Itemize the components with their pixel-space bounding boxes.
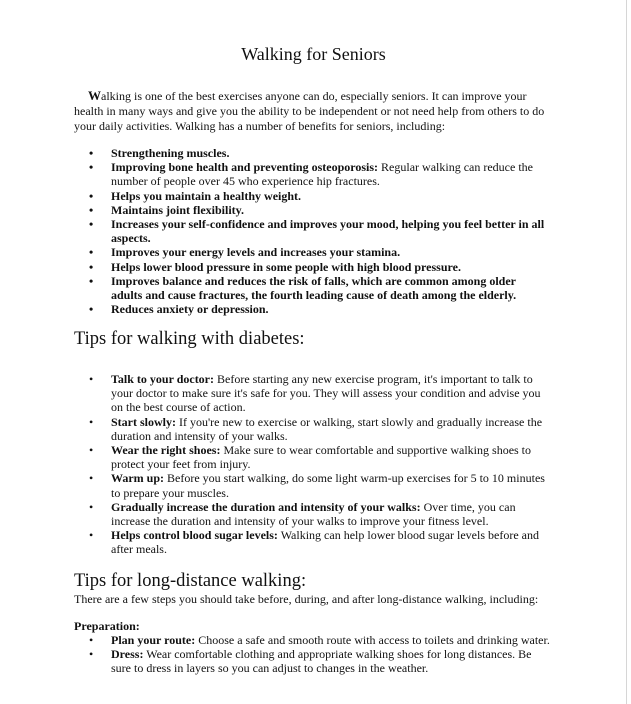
list-item	[74, 443, 550, 471]
list-item	[74, 160, 550, 188]
long-distance-intro: There are a few steps you should take before, during, and after long-distance walking, including:	[74, 592, 539, 606]
bullet-icon: •	[89, 647, 94, 662]
document-title: Walking for Seniors	[241, 44, 386, 64]
benefit-bold: Strengthening muscles.	[111, 146, 230, 160]
intro-paragraph	[74, 88, 546, 134]
prep-bold: Dress:	[111, 647, 144, 662]
tip-text: Make sure to wear comfortable and supportive walking shoes to protect your feet from injury.	[111, 443, 532, 472]
diabetes-tips-list	[74, 372, 550, 557]
bullet-icon: •	[89, 372, 94, 386]
benefit-bold: Helps lower blood pressure in some people with high blood pressure.	[111, 259, 461, 274]
bullet-icon: •	[89, 259, 94, 274]
list-item	[74, 203, 550, 217]
list-item	[74, 146, 550, 160]
list-item	[74, 372, 550, 415]
benefit-bold: Increases your self-confidence and improves your mood, helping you feel better in all aspects.	[111, 217, 545, 246]
bullet-icon: •	[89, 146, 94, 160]
benefit-bold: Improves your energy levels and increases your stamina.	[111, 245, 401, 260]
tip-bold: Warm up:	[111, 471, 165, 486]
bullet-icon: •	[89, 302, 94, 317]
benefit-bold: Improves balance and reduces the risk of falls, which are common among older adults and cause fractures, the fourth leading cause of death among the elderly.	[111, 273, 517, 303]
tip-text: Before starting any new exercise program, it's important to talk to your doctor to make sure it's safe for you. They will assess your condition and advise you on the best course of action.	[111, 372, 541, 415]
preparation-list	[74, 633, 550, 676]
bullet-icon: •	[89, 202, 94, 217]
tip-text: If you're new to exercise or walking, start slowly and gradually increase the duration and intensity of your walks.	[111, 414, 543, 443]
list-item	[74, 471, 550, 499]
bullet-icon: •	[89, 245, 94, 260]
bullet-icon: •	[89, 273, 94, 288]
tip-text: Walking can help lower blood sugar levels before and after meals.	[111, 528, 539, 557]
bullet-icon: •	[89, 528, 94, 543]
benefit-text: Regular walking can reduce the number of people over 45 who experience hip fractures.	[111, 160, 533, 189]
bullet-icon: •	[89, 499, 94, 514]
long-distance-heading: Tips for long-distance walking:	[74, 571, 307, 591]
tip-text: Over time, you can increase the duration and intensity of your walks to improve your fitness level.	[111, 499, 516, 529]
list-item	[74, 500, 550, 528]
intro-text: alking is one of the best exercises anyone can do, especially seniors. It can improve your health in many ways and give you the ability to be independent or not need help from others to do your daily activities. Walking has a number of benefits for seniors, including:	[74, 89, 545, 133]
benefit-bold: Improving bone health and preventing osteoporosis:	[111, 160, 379, 175]
prep-text: Wear comfortable clothing and appropriate walking shoes for long distances. Be sure to dress in layers so you can adjust to changes in the weather.	[111, 647, 532, 676]
benefits-list	[74, 146, 550, 316]
list-item	[74, 633, 550, 647]
list-item	[74, 189, 550, 203]
bullet-icon: •	[89, 217, 94, 232]
benefit-bold: Reduces anxiety or depression.	[111, 302, 269, 317]
prep-bold: Plan your route:	[111, 633, 196, 647]
list-item	[74, 528, 550, 556]
benefit-bold: Helps you maintain a healthy weight.	[111, 188, 302, 203]
diabetes-heading: Tips for walking with diabetes:	[74, 329, 305, 349]
list-item	[74, 274, 550, 302]
benefit-bold: Maintains joint flexibility.	[111, 202, 245, 217]
list-item	[74, 302, 550, 316]
bullet-icon: •	[89, 471, 94, 486]
bullet-icon: •	[89, 160, 94, 175]
bullet-icon: •	[89, 188, 94, 203]
list-item	[74, 647, 550, 675]
bullet-icon: •	[89, 414, 94, 429]
tip-bold: Start slowly:	[111, 414, 176, 429]
tip-bold: Helps control blood sugar levels:	[111, 528, 278, 543]
list-item	[74, 415, 550, 443]
bullet-icon: •	[89, 443, 94, 458]
list-item	[74, 217, 550, 245]
tip-bold: Gradually increase the duration and intensity of your walks:	[111, 499, 421, 514]
list-item	[74, 245, 550, 259]
tip-text: Before you start walking, do some light warm-up exercises for 5 to 10 minutes to prepare your muscles.	[111, 471, 545, 500]
preparation-label: Preparation:	[74, 619, 140, 633]
tip-bold: Talk to your doctor:	[111, 372, 215, 386]
tip-bold: Wear the right shoes:	[111, 443, 221, 458]
bullet-icon: •	[89, 633, 94, 647]
prep-text: Choose a safe and smooth route with access to toilets and drinking water.	[195, 633, 550, 647]
list-item	[74, 260, 550, 274]
intro-dropcap: W	[88, 88, 101, 103]
